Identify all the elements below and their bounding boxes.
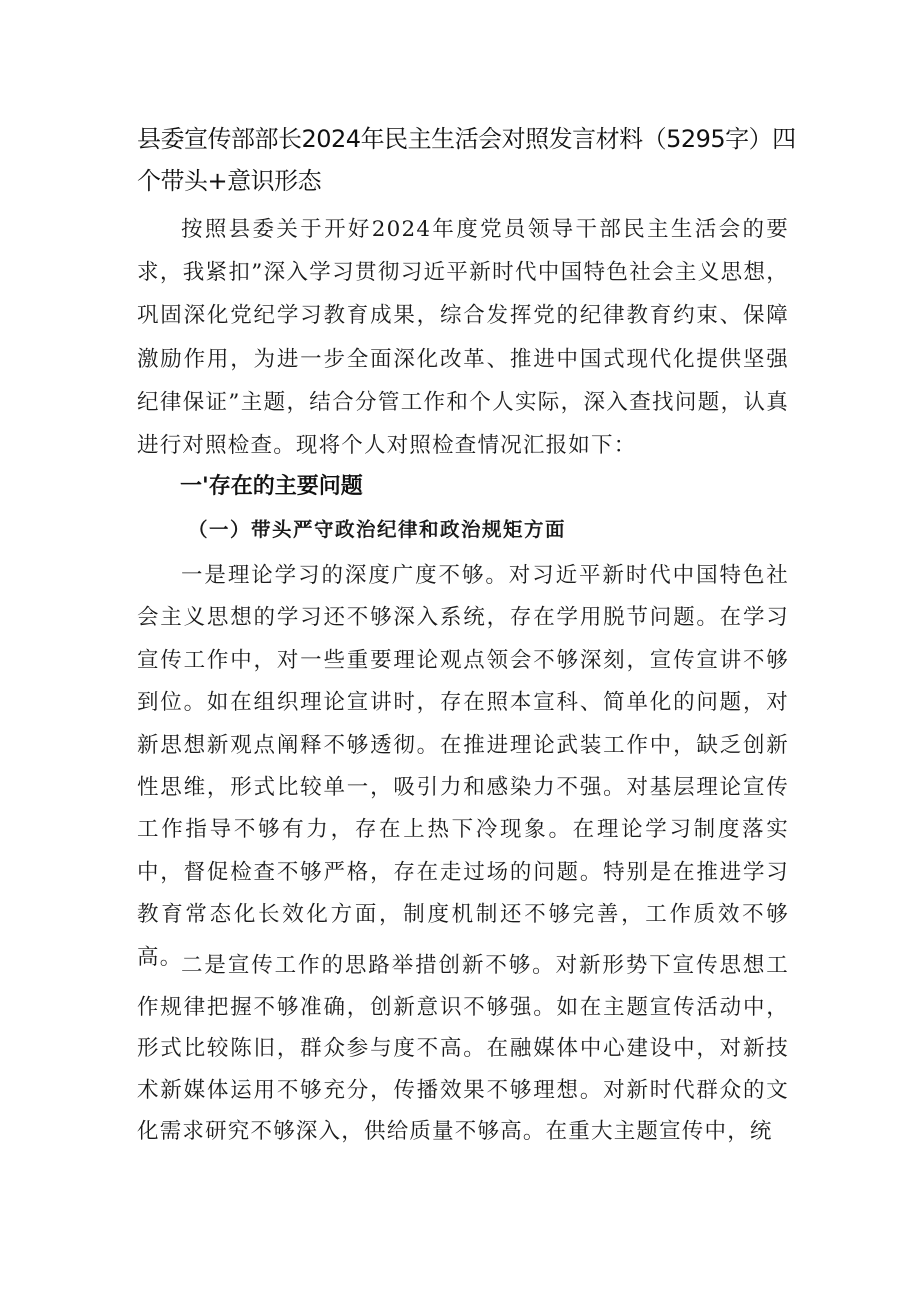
body-paragraph-2: 二是宣传工作的思路举措创新不够。对新形势下宣传思想工作规律把握不够准确，创新意识不够强。如在主题宣传活动中，形式比较陈旧，群众参与度不高。在融媒体中心建设中，对新技术新媒体运用不够充分，传播效果不够理想。对新时代群众的文化需求研究不够深入，供给质量不够高。在重大主题宣传中，统 [137, 953, 789, 1145]
document-title: 县委宣传部部长2024年民主生活会对照发言材料（5295字）四个带头+意识形态 [137, 125, 796, 195]
intro-paragraph: 按照县委关于开好2024年度党员领导干部民主生活会的要求，我紧扣”深入学习贯彻习近平新时代中国特色社会主义思想，巩固深化党纪学习教育成果，综合发挥党的纪律教育约束、保障激励作用，为进一步全面深化改革、推进中国式现代化提供坚强纪律保证”主题，结合分管工作和个人实际，深入查找问题，认真进行对照检查。现将个人对照检查情况汇报如下： [137, 217, 789, 459]
sub-heading: （一）带头严守政治纪律和政治规矩方面 [188, 518, 567, 541]
body-paragraph-1: 一是理论学习的深度广度不够。对习近平新时代中国特色社会主义思想的学习还不够深入系统，存在学用脱节问题。在学习宣传工作中，对一些重要理论观点领会不够深刻，宣传宣讲不够到位。如在组织理论宣讲时，存在照本宣科、简单化的问题，对新思想新观点阐释不够透彻。在推进理论武装工作中，缺乏创新性思维，形式比较单一，吸引力和感染力不强。对基层理论宣传工作指导不够有力，存在上热下冷现象。在理论学习制度落实中，督促检查不够严格，存在走过场的问题。特别是在推进学习教育常态化长效化方面，制度机制还不够完善，工作质效不够高。 [137, 563, 789, 970]
section-heading: 一'存在的主要问题 [180, 474, 363, 499]
